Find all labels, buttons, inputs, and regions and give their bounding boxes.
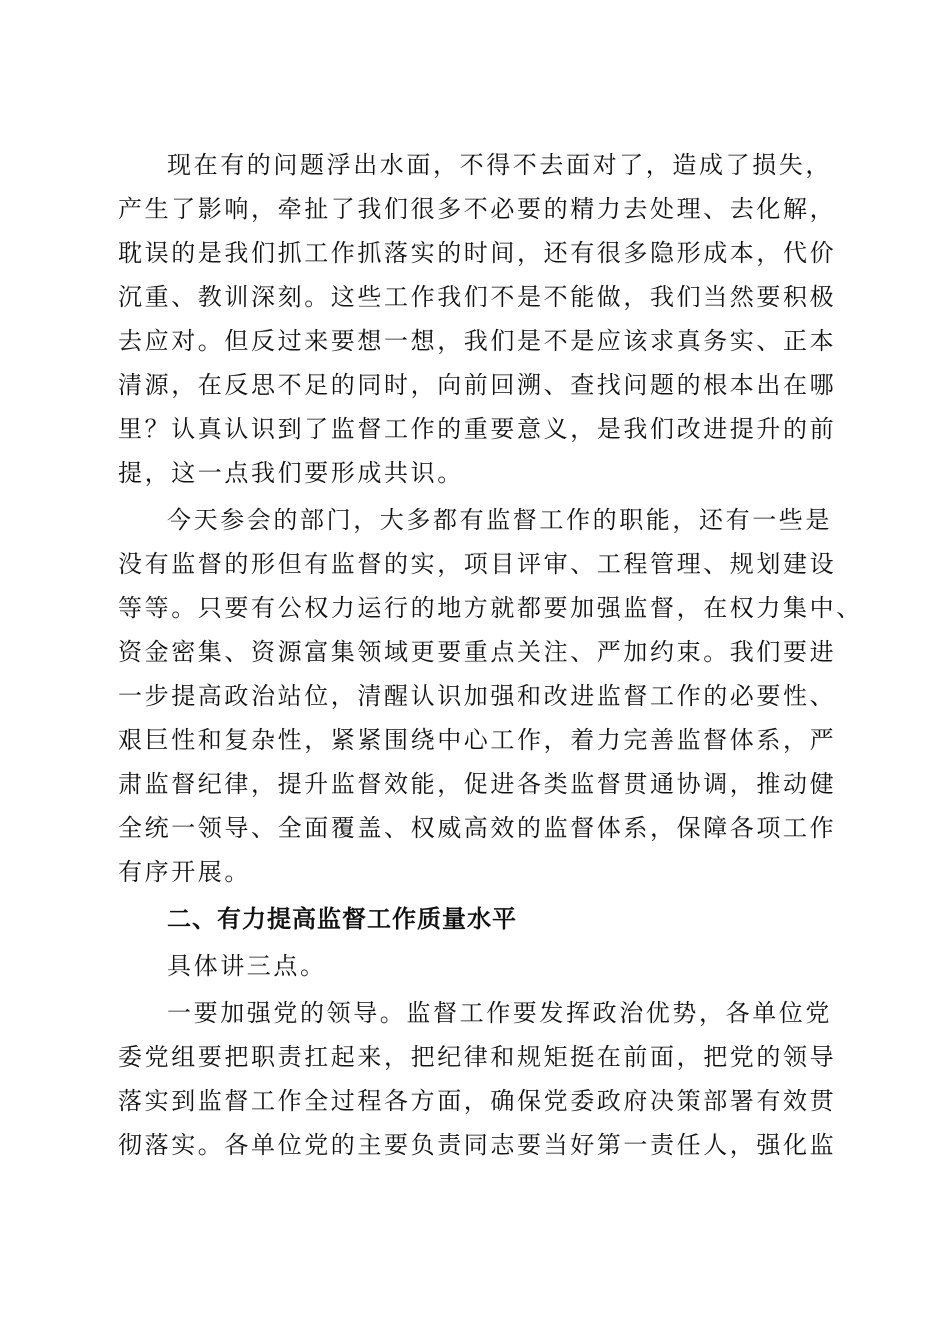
paragraph-line: 肃监督纪律，提升监督效能，促进各类监督贯通协调，推动健: [118, 770, 837, 798]
paragraph-line: 今天参会的部门，大多都有监督工作的职能，还有一些是: [167, 506, 832, 534]
paragraph-line: 提，这一点我们要形成共识。: [118, 459, 464, 487]
paragraph-line: 全统一领导、全面覆盖、权威高效的监督体系，保障各项工作: [118, 814, 837, 842]
paragraph-line: 一步提高政治站位，清醒认识加强和改进监督工作的必要性、: [118, 682, 837, 710]
paragraph-line: 耽误的是我们抓工作抓落实的时间，还有很多隐形成本，代价: [118, 239, 837, 267]
paragraph-line: 彻落实。各单位党的主要负责同志要当好第一责任人，强化监: [118, 1131, 837, 1159]
paragraph-line: 没有监督的形但有监督的实，项目评审、工程管理、规划建设: [118, 550, 837, 578]
section-heading: 二、有力提高监督工作质量水平: [167, 905, 517, 933]
paragraph-line: 有序开展。: [118, 858, 251, 886]
paragraph-line: 去应对。但反过来要想一想，我们是不是应该求真务实、正本: [118, 327, 837, 355]
paragraph-line: 沉重、教训深刻。这些工作我们不是不能做，我们当然要积极: [118, 283, 837, 311]
paragraph-line: 落实到监督工作全过程各方面，确保党委政府决策部署有效贯: [118, 1087, 837, 1115]
paragraph-line: 等等。只要有公权力运行的地方就都要加强监督，在权力集中、: [118, 594, 863, 622]
paragraph-line: 清源，在反思不足的同时，向前回溯、查找问题的根本出在哪: [118, 371, 837, 399]
paragraph-line: 具体讲三点。: [167, 952, 327, 980]
paragraph-line: 产生了影响，牵扯了我们很多不必要的精力去处理、去化解，: [118, 195, 837, 223]
paragraph-line: 现在有的问题浮出水面，不得不去面对了，造成了损失，: [167, 151, 832, 179]
paragraph-line: 一要加强党的领导。监督工作要发挥政治优势，各单位党: [167, 999, 832, 1027]
paragraph-line: 委党组要把职责扛起来，把纪律和规矩挺在前面，把党的领导: [118, 1043, 837, 1071]
paragraph-line: 资金密集、资源富集领域更要重点关注、严加约束。我们要进: [118, 638, 837, 666]
paragraph-line: 艰巨性和复杂性，紧紧围绕中心工作，着力完善监督体系，严: [118, 726, 837, 754]
paragraph-line: 里？认真认识到了监督工作的重要意义，是我们改进提升的前: [118, 415, 837, 443]
